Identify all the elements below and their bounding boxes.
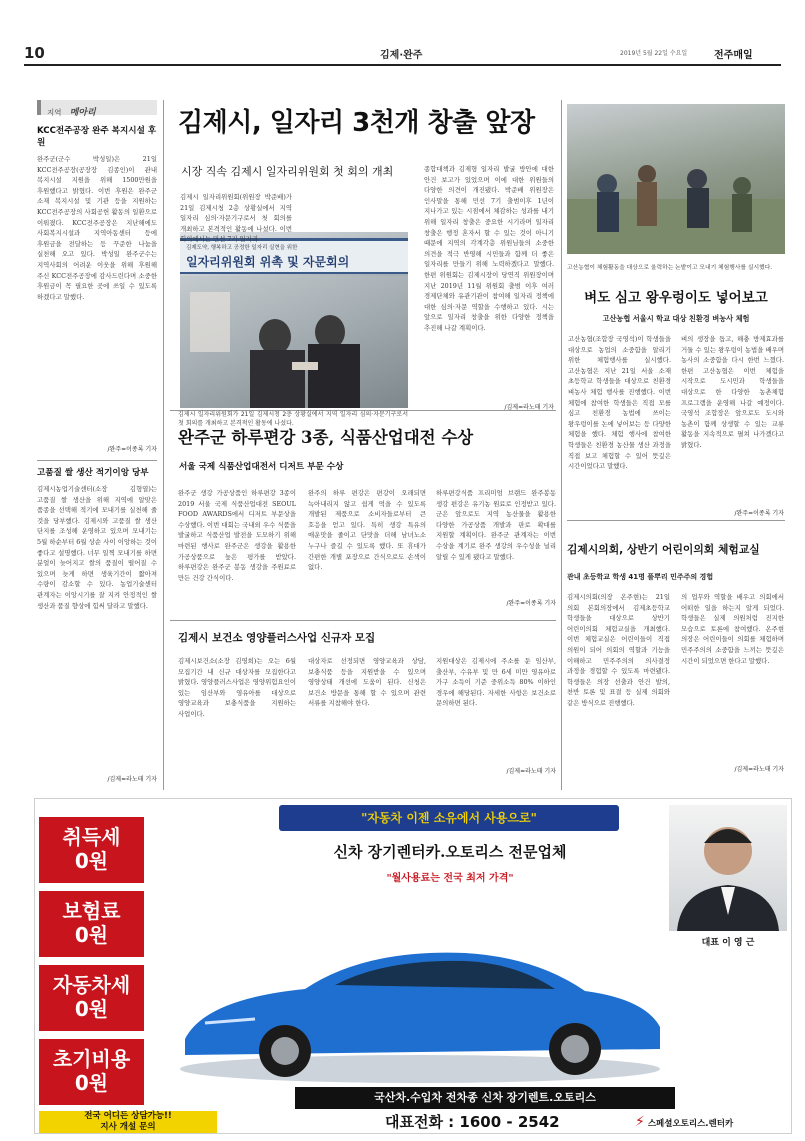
phone-number: 대표전화 : 1600 - 2542 — [385, 1113, 560, 1131]
tax-free-box — [39, 817, 144, 883]
wanju-subhead: 서울 국제 식품산업대전서 디저트 부문 수상 — [179, 462, 344, 472]
sidebar-label-prefix: 지역 — [47, 108, 62, 117]
handshake-illustration — [180, 232, 408, 408]
article-body: 김제시농업기술센터(소장 김형열)는 고품질 쌀 생산을 위해 지역에 알맞은 품종을 선택해 적기에 모내기를 실천해 줄 것을 당부했다. 김제시와 고품질 쌀 생산 단지를 조성해 운영하고 있으며 모내기는 5월 하순부터 6월 상순 사이 이앙하는 것이 좋다고 설명했다. 너무 일찍 모내기를 하면 분얼이 늦어지고 쌀의 품질이 떨어질 수 있으며 늦게 하면 생육기간이 짧아져 수량이 감소할 수 있다. 농업기술센터 관계자는 이앙시기를 잘 지켜 안정적인 쌀 생산과 품질 향상에 힘써 달라고 말했다. — [37, 485, 157, 610]
ceo-label: 대표 이 영 근 — [701, 938, 755, 948]
council-body-left: 김제시의회(의장 온주현)는 21일 의회 본회의장에서 김제초등학교 학생들을 대상으로 상반기 어린이의회 체험교실을 개최했다. 이번 체험교실은 어린이들이 직접 의원이 되어 의회의 역할과 기능을 이해하고 민주주의의 의사결정 과정을 경험할 수 있도록 마련됐다. 학생들은 의장 선출과 안건 발의, 찬반 토론 및 표결 등 실제 의회와 같은 방식으로 진행했다. — [567, 593, 670, 707]
wanju-byline: /완주=이종록 기자 — [506, 600, 556, 607]
box-line2: 0원 — [74, 1071, 109, 1095]
council-headline: 김제시의회, 상반기 어린이의회 체험교실 — [567, 543, 760, 556]
person-icon — [669, 805, 787, 931]
box-line1: 취득세 — [62, 825, 121, 849]
initial-cost-free-box — [39, 1039, 144, 1105]
wanju-body-3: 하루편강식품 프리미엄 브랜드 완주봉동 생강 편강은 유기농 원료로 인정받고 있다. 군은 앞으로도 지역 농산물을 활용한 다양한 가공상품 개발과 판로 확대를 지원할 계획이다. 완주군 관계자는 이번 수상을 계기로 완주 생강의 우수성을 널리 알릴 수 있게 됐다고 말했다. — [436, 489, 556, 561]
article-headline: 고품질 쌀 생산 적기이앙 당부 — [37, 468, 149, 478]
car-tax-free-box — [39, 965, 144, 1031]
feature-byline: /완주=이종록 기자 — [734, 510, 784, 517]
photo-banner-top: 김제도약, 행복하고 공정한 일자리 실현을 위한 — [186, 245, 298, 251]
council-byline: /김제=라노태 기자 — [734, 766, 784, 773]
council-subhead: 관내 초등학교 학생 41명 풀뿌리 민주주의 경험 — [567, 573, 714, 581]
column-divider — [561, 520, 562, 790]
wanju-body-3-col — [436, 488, 556, 607]
lead-body-right: 종합대책과 김제형 일자리 발굴 방안에 대한 안건 보고가 있었으며 이에 대한 위원들의 다양한 의견이 개진됐다. 박준배 위원장은 인사말을 통해 민선 7기 출범이후 1년이 지나가고 있는 시점에서 체감하는 성과를 내기 위해 일자리 창출은 중요한 시기라며 일자리 창출은 행정 혼자서 할 수 있는 것이 아니기 때문에 지역의 각계각층 위원님들의 소중한 의견을 적극 반영해 시민들과 함께 더 좋은 일자리를 만들기 위해 노력하겠다고 말했다. 한편 위원회는 김제시장이 당연직 위원장이며 지난 2019년 11월 위원회 출범 이후 여러 경제단체와 유관기관이 참여해 일자리 정책에 대한 심의·자문 역할을 수행하고 있다. 시는 앞으로 일자리 창출을 위한 다양한 정책을 추진해 나갈 계획이다. — [424, 165, 554, 332]
sidebar-section-label — [37, 100, 157, 118]
sidebar-label-title: 메아리 — [69, 108, 96, 118]
feature-headline: 벼도 심고 왕우렁이도 넣어보고 — [584, 290, 768, 306]
feature-body-right-col — [681, 334, 784, 517]
box-line1: 보험료 — [62, 899, 121, 923]
lead-byline: /김제=라노태 기자 — [504, 404, 554, 411]
edition-date: 2019년 5월 22일 수요일 — [620, 50, 688, 57]
feature-body-left: 고산농협(조합장 국영석)이 학생들을 대상으로 농업의 소중함을 알리기 위한 체험행사를 실시했다. 고산농협은 지난 21일 서울 소재 초등학교 학생들을 대상으로 친환경 벼농사 체험 행사를 진행했다. 이번 체험에 참여한 학생들은 직접 모를 심고 친환경 농법에 쓰이는 왕우렁이를 논에 넣어보는 등 다양한 체험을 했다. 체험 행사에 참여한 학생들은 친환경 농산물 생산 과정을 직접 보고 체험할 수 있어 뜻깊은 시간이었다고 말했다. — [568, 335, 671, 471]
page-header — [24, 38, 781, 66]
feature-photo — [567, 104, 785, 254]
wanju-headline: 완주군 하루편강 3종, 식품산업대전 수상 — [178, 428, 474, 447]
health-body-3: 지원대상은 김제시에 주소를 둔 임산부, 출산부, 수유부 및 만 6세 미만 영유아로 가구 소득이 기준 중위소득 80% 이하인 경우에 해당된다. 자세한 사항은 보건소로 문의하면 된다. — [436, 657, 556, 708]
health-body-3-col — [436, 656, 556, 775]
photo-banner-main: 일자리위원회 위촉 및 자문회의 — [186, 255, 350, 269]
paper-name: 전주매일 — [714, 50, 753, 61]
page-number: 10 — [24, 44, 45, 62]
article-headline: KCC전주공장 완주 복지시설 후원 — [37, 126, 157, 148]
article-byline: /김제=라노태 기자 — [107, 776, 157, 783]
feature-photo-caption: 고산농협이 체험활동을 대상으로 울력하는 논밭이고 모내기 체험행사를 실시했다. — [567, 265, 773, 271]
inquiry-line2: 지사 개설 문의 — [100, 1122, 156, 1132]
lead-photo-caption: 김제시 일자리위원회가 21일 김제시청 2층 상황실에서 지역 일자리 심의·자문기구로서 첫 회의를 개최하고 본격적인 활동에 나섰다. — [178, 411, 408, 427]
lead-body-left: 김제시 일자리위원회(위원장 박준배)가 21일 김제시청 2층 상황실에서 지역 일자리 심의·자문기구로서 첫 회의를 개최하고 본격적인 활동에 나섰다. 이번 회의에서는 민선 7기 일자리 — [180, 193, 292, 244]
column-divider — [163, 100, 164, 790]
ad-slogan: "자동차 이젠 소유에서 사용으로" — [279, 805, 619, 831]
box-line1: 초기비용 — [52, 1047, 131, 1071]
column-divider — [561, 100, 562, 520]
health-body-2: 대상자로 선정되면 영양교육과 상담, 보충식품 등을 지원받을 수 있으며 영양상태 개선에 도움이 된다. 신청은 보건소 방문을 통해 할 수 있으며 관련 서류를 지참해야 한다. — [308, 657, 426, 708]
article-byline: /완주=이종록 기자 — [107, 446, 157, 453]
logo-text: 스페셜오토리스.렌터카 — [647, 1119, 734, 1129]
sidebar-article-rice — [37, 466, 157, 783]
council-body-right-col — [681, 592, 784, 773]
lead-headline: 김제시, 일자리 3천개 창출 앞장 — [178, 108, 535, 138]
lead-photo — [180, 232, 408, 408]
sports-car-illustration — [165, 919, 675, 1089]
feature-subhead: 고산농협 서울시 학교 대상 친환경 벼농사 체험 — [602, 314, 750, 323]
brand-logo — [635, 1111, 787, 1133]
box-line1: 자동차세 — [52, 973, 131, 997]
ad-company-line: 신차 장기렌터카.오토리스 전문업체 — [333, 843, 567, 861]
lightning-icon: ⚡ — [635, 1114, 645, 1130]
ad-tagline: "월사용료는 전국 최저 가격" — [386, 873, 514, 884]
health-byline: /김제=라노태 기자 — [506, 768, 556, 775]
health-headline: 김제시 보건소 영양플러스사업 신규자 모집 — [178, 632, 376, 644]
car-lease-advertisement — [34, 798, 792, 1134]
article-body: 완주군(군수 박성일)은 21일 KCC전주공장(공장장 김종인)이 관내 복지시설 지원을 위해 1500만원을 후원했다고 밝혔다. 이번 후원은 완주군 소재 복지시설 및 기관 등을 지원하는 KCC전주공장의 사회공헌 활동의 일환으로 이뤄졌다. KCC전주공장은 지난해에도 사회복지시설과 지역아동센터 등에 후원금을 전달하는 등 꾸준한 나눔을 실천해 오고 있다. 박성일 완주군수는 지역사회의 어려운 이웃을 위해 후원해 주신 KCC전주공장에 감사드린다며 소중한 후원금이 꼭 필요한 곳에 쓰일 수 있도록 하겠다고 말했다. — [37, 155, 157, 301]
wanju-body-1: 완주군 생강 가공상품인 하루편강 3종이 2019 서울 국제 식품산업대전 SEOUL FOOD AWARDS에서 디저트 부문상을 수상했다. 이번 대회는 국내외 우수 식품을 발굴하고 식품산업 발전을 도모하기 위해 마련된 행사로 완주군은 생강을 활용한 가공상품으로 높은 평가를 받았다. 하루편강은 완주군 봉동 생강을 주원료로 만든 건강 간식이다. — [178, 489, 296, 582]
sidebar-article-kcc — [37, 124, 157, 453]
row-divider — [567, 520, 785, 521]
box-line2: 0원 — [74, 923, 109, 947]
ceo-portrait — [669, 805, 787, 931]
council-body-right: 의 업무와 역할을 배우고 의회에서 어떠한 일을 하는지 알게 되었다. 학생들은 실제 의원처럼 진지한 모습으로 토론에 참여했다. 온주현 의장은 어린이들이 의회를 체험하며 민주주의의 소중함을 느끼는 뜻깊은 시간이 되었으면 한다고 말했다. — [681, 593, 784, 665]
lead-body-right-col — [424, 164, 554, 411]
row-divider — [170, 620, 556, 621]
inquiry-line1: 전국 어디든 상담가능!! — [84, 1111, 172, 1121]
field-scene-illustration — [567, 104, 785, 254]
box-line2: 0원 — [74, 997, 109, 1021]
car-banner: 국산차.수입차 전차종 신차 장기렌트.오토리스 — [295, 1087, 675, 1109]
lead-subhead: 시장 직속 김제시 일자리위원회 첫 회의 개최 — [181, 165, 394, 178]
health-body-1: 김제시보건소(소장 김영희)는 오는 6월 모집기간 내 신규 대상자를 모집한다고 밝혔다. 영양플러스사업은 영양위험요인이 있는 임산부와 영유아를 대상으로 영양교육과 보충식품을 지원하는 사업이다. — [178, 657, 296, 718]
insurance-free-box — [39, 891, 144, 957]
wanju-body-2: 완주의 하루 편강은 편강이 오래되면 녹아내리지 않고 쉽게 먹을 수 있도록 개발된 제품으로 소비자들로부터 큰 호응을 얻고 있다. 특히 생강 특유의 매운맛을 줄이고 단맛을 더해 남녀노소 누구나 즐길 수 있도록 했다. 또 휴대가 간편한 개별 포장으로 간식으로도 손색이 없다. — [308, 489, 426, 572]
box-line2: 0원 — [74, 849, 109, 873]
branch-inquiry-box — [39, 1111, 217, 1133]
feature-body-right: 벼의 생장을 돕고, 해충 방제효과를 거둘 수 있는 왕우렁이 농법을 배우며 농사의 소중함을 다시 한번 느꼈다. 한편 고산농협은 이번 체험을 시작으로 도시민과 학생들을 대상으로 한 다양한 농촌체험 프로그램을 운영해 나갈 예정이다. 국영석 조합장은 앞으로도 도시와 농촌이 함께 상생할 수 있는 교류 활동을 지속적으로 펼쳐 나가겠다고 밝혔다. — [681, 335, 784, 449]
row-divider — [37, 460, 157, 461]
section-title: 김제·완주 — [380, 50, 423, 61]
